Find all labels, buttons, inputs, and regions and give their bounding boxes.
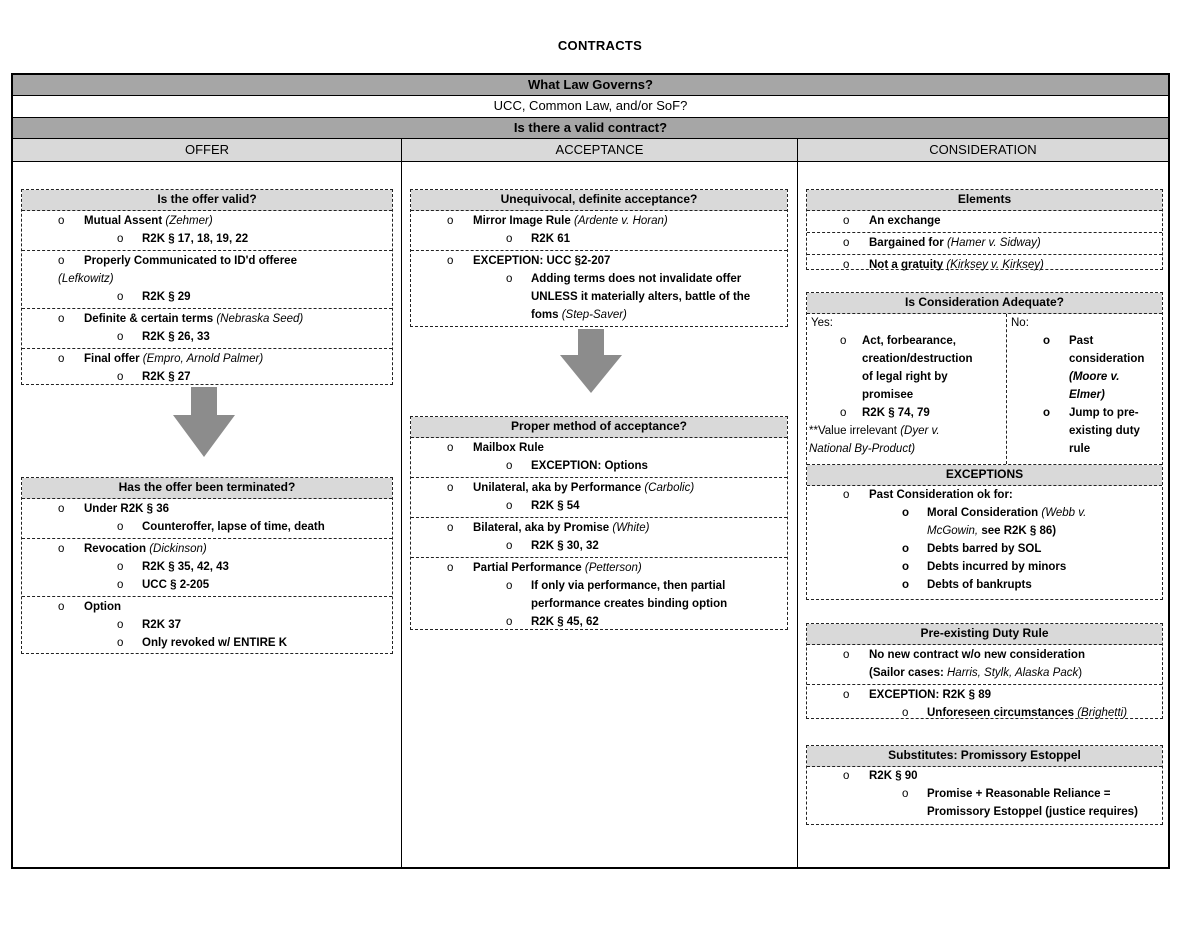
box-header: Elements [807, 190, 1162, 211]
box-header: Proper method of acceptance? [411, 417, 787, 438]
list-item: o Bilateral, aka by Promise (White) o R2K § 30, 32 [411, 518, 787, 558]
list-item: o No new contract w/o new consideration (Sailor cases: Harris, Stylk, Alaska Pack) [807, 645, 1162, 685]
box-promissory-estoppel [806, 745, 1163, 825]
list-item: o Mirror Image Rule (Ardente v. Horan) o R2K 61 [411, 211, 787, 251]
column-divider [797, 139, 798, 867]
box-header: Unequivocal, definite acceptance? [411, 190, 787, 211]
list-item: o EXCEPTION: R2K § 89 o Unforeseen circumstances (Brighetti) [807, 685, 1162, 724]
list-item: o Unilateral, aka by Performance (Carbolic) o R2K § 54 [411, 478, 787, 518]
list-item: o Revocation (Dickinson) o R2K § 35, 42, 43 o UCC § 2-205 [22, 539, 392, 597]
box-header: Is the offer valid? [22, 190, 392, 211]
box-header: EXCEPTIONS [807, 465, 1162, 486]
exceptions-list: o Past Consideration ok for: o Moral Consideration (Webb v. McGowin, see R2K § 86) o Debts barred by SOL o Debts incurred by minors o Debts of bankrupts [807, 486, 1162, 594]
list-item: o Option o R2K 37 o Only revoked w/ ENTIRE K [22, 597, 392, 654]
adequacy-yes-column: Yes: o Act, forbearance, creation/destruction of legal right by promisee o R2K § 74, 79 **Value irrelevant (Dyer v. National By-Product) [807, 314, 1007, 464]
column-divider [401, 139, 402, 867]
list-item: o Properly Communicated to ID'd offeree (Lefkowitz) o R2K § 29 [22, 251, 392, 309]
list-item: o An exchange [807, 211, 1162, 233]
down-arrow-icon [173, 387, 235, 459]
column-header-consideration: CONSIDERATION [798, 139, 1168, 162]
page-title: CONTRACTS [557, 38, 643, 53]
list-item: o Final offer (Empro, Arnold Palmer) o R2K § 27 [22, 349, 392, 388]
box-preexisting-duty [806, 623, 1163, 719]
box-elements [806, 189, 1163, 270]
list-item: o Definite & certain terms (Nebraska Seed) o R2K § 26, 33 [22, 309, 392, 349]
box-offer-terminated [21, 477, 393, 654]
box-acceptance-method [410, 416, 788, 630]
column-header-offer: OFFER [13, 139, 401, 162]
list-item: o Mailbox Rule o EXCEPTION: Options [411, 438, 787, 478]
box-acceptance-unequivocal [410, 189, 788, 327]
list-item: o Mutual Assent (Zehmer) o R2K § 17, 18, 19, 22 [22, 211, 392, 251]
band-valid-contract: Is there a valid contract? [13, 118, 1168, 139]
list-item: o Under R2K § 36 o Counteroffer, lapse of time, death [22, 499, 392, 539]
box-header: Pre-existing Duty Rule [807, 624, 1162, 645]
column-header-acceptance: ACCEPTANCE [402, 139, 797, 162]
list-item: o R2K § 90 o Promise + Reasonable Reliance = Promissory Estoppel (justice requires) [807, 767, 1162, 821]
list-item: o EXCEPTION: UCC §2-207 o Adding terms does not invalidate offer UNLESS it materially alters, battle of the foms (Step-Saver) [411, 251, 787, 326]
adequacy-table [807, 314, 1162, 465]
band-what-law-governs: What Law Governs? [13, 75, 1168, 96]
down-arrow-icon [560, 329, 622, 395]
box-header: Substitutes: Promissory Estoppel [807, 746, 1162, 767]
adequacy-no-column: No: o Past consideration (Moore v. Elmer) o Jump to pre- existing duty rule [1007, 314, 1162, 464]
list-item: o Partial Performance (Petterson) o If only via performance, then partial performance creates binding option o R2K § 45, 62 [411, 558, 787, 633]
list-item: o Bargained for (Hamer v. Sidway) [807, 233, 1162, 255]
box-header: Has the offer been terminated? [22, 478, 392, 499]
band-law-options: UCC, Common Law, and/or SoF? [13, 96, 1168, 118]
contracts-chart [11, 73, 1170, 869]
box-consideration-adequate [806, 292, 1163, 600]
box-header: Is Consideration Adequate? [807, 293, 1162, 314]
list-item: o Not a gratuity (Kirksey v. Kirksey) [807, 255, 1162, 276]
box-offer-valid [21, 189, 393, 385]
